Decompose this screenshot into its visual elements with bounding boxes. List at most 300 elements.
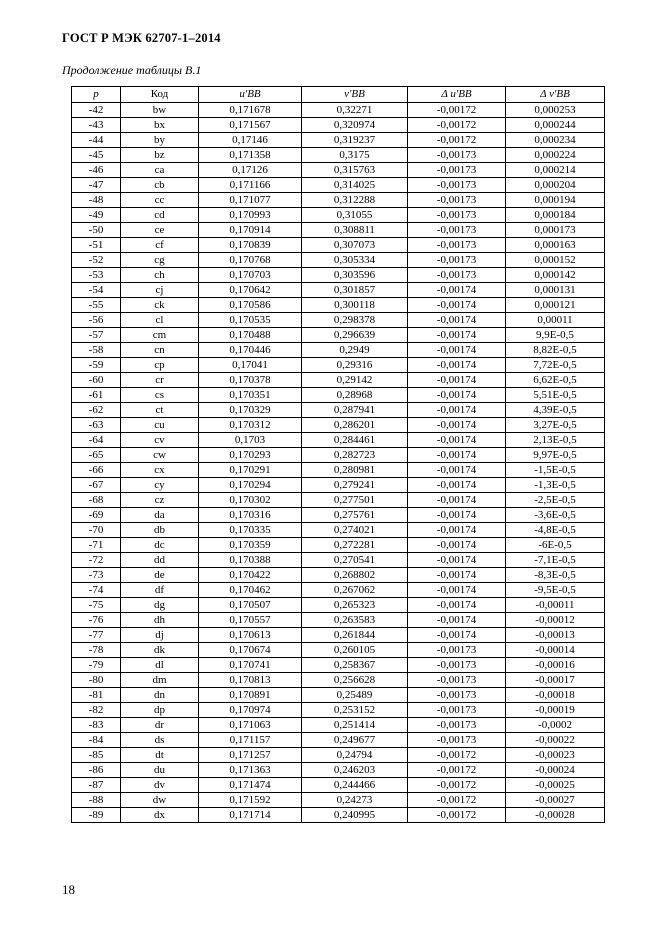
cell-u-bb: 0,170291 bbox=[199, 463, 302, 478]
cell-v-bb: 0,244466 bbox=[302, 778, 408, 793]
cell-v-bb: 0,277501 bbox=[302, 493, 408, 508]
cell-u-bb: 0,170613 bbox=[199, 628, 302, 643]
cell-p: -76 bbox=[72, 613, 121, 628]
cell-delta-u-bb: -0,00173 bbox=[408, 193, 506, 208]
cell-delta-v-bb: 3,27E-0,5 bbox=[506, 418, 605, 433]
cell-code: dl bbox=[121, 658, 199, 673]
cell-code: dr bbox=[121, 718, 199, 733]
table-row bbox=[72, 703, 605, 718]
cell-delta-u-bb: -0,00172 bbox=[408, 748, 506, 763]
table-row bbox=[72, 568, 605, 583]
cell-delta-u-bb: -0,00173 bbox=[408, 238, 506, 253]
cell-code: bw bbox=[121, 103, 199, 118]
cell-v-bb: 0,296639 bbox=[302, 328, 408, 343]
cell-delta-u-bb: -0,00172 bbox=[408, 763, 506, 778]
cell-v-bb: 0,272281 bbox=[302, 538, 408, 553]
cell-delta-v-bb: -7,1E-0,5 bbox=[506, 553, 605, 568]
cell-delta-v-bb: -0,00013 bbox=[506, 628, 605, 643]
table-row bbox=[72, 193, 605, 208]
cell-code: ch bbox=[121, 268, 199, 283]
cell-code: by bbox=[121, 133, 199, 148]
cell-p: -60 bbox=[72, 373, 121, 388]
cell-code: cw bbox=[121, 448, 199, 463]
cell-delta-u-bb: -0,00173 bbox=[408, 178, 506, 193]
cell-p: -88 bbox=[72, 793, 121, 808]
cell-v-bb: 0,249677 bbox=[302, 733, 408, 748]
table-row bbox=[72, 643, 605, 658]
table-row bbox=[72, 718, 605, 733]
table-row bbox=[72, 313, 605, 328]
cell-delta-u-bb: -0,00174 bbox=[408, 373, 506, 388]
cell-delta-v-bb: -2,5E-0,5 bbox=[506, 493, 605, 508]
cell-delta-u-bb: -0,00172 bbox=[408, 133, 506, 148]
cell-p: -70 bbox=[72, 523, 121, 538]
cell-u-bb: 0,171363 bbox=[199, 763, 302, 778]
cell-delta-v-bb: -0,00017 bbox=[506, 673, 605, 688]
col-header-u-bb: u'BB bbox=[199, 87, 302, 103]
cell-u-bb: 0,170839 bbox=[199, 238, 302, 253]
cell-p: -51 bbox=[72, 238, 121, 253]
cell-code: cl bbox=[121, 313, 199, 328]
cell-delta-v-bb: -0,00022 bbox=[506, 733, 605, 748]
cell-code: df bbox=[121, 583, 199, 598]
cell-p: -83 bbox=[72, 718, 121, 733]
cell-p: -45 bbox=[72, 148, 121, 163]
cell-p: -42 bbox=[72, 103, 121, 118]
cell-v-bb: 0,319237 bbox=[302, 133, 408, 148]
cell-delta-u-bb: -0,00173 bbox=[408, 658, 506, 673]
cell-p: -72 bbox=[72, 553, 121, 568]
cell-delta-v-bb: 0,000121 bbox=[506, 298, 605, 313]
cell-delta-v-bb: 2,13E-0,5 bbox=[506, 433, 605, 448]
cell-code: cx bbox=[121, 463, 199, 478]
cell-u-bb: 0,170302 bbox=[199, 493, 302, 508]
cell-code: dj bbox=[121, 628, 199, 643]
cell-u-bb: 0,170974 bbox=[199, 703, 302, 718]
cell-delta-u-bb: -0,00172 bbox=[408, 793, 506, 808]
cell-code: cc bbox=[121, 193, 199, 208]
cell-delta-v-bb: -0,00027 bbox=[506, 793, 605, 808]
cell-v-bb: 0,267062 bbox=[302, 583, 408, 598]
cell-p: -49 bbox=[72, 208, 121, 223]
cell-delta-v-bb: 9,97E-0,5 bbox=[506, 448, 605, 463]
cell-u-bb: 0,170891 bbox=[199, 688, 302, 703]
cell-p: -79 bbox=[72, 658, 121, 673]
cell-p: -54 bbox=[72, 283, 121, 298]
cell-u-bb: 0,170586 bbox=[199, 298, 302, 313]
cell-v-bb: 0,263583 bbox=[302, 613, 408, 628]
cell-delta-v-bb: 9,9E-0,5 bbox=[506, 328, 605, 343]
cell-p: -67 bbox=[72, 478, 121, 493]
cell-p: -80 bbox=[72, 673, 121, 688]
cell-delta-u-bb: -0,00174 bbox=[408, 343, 506, 358]
cell-v-bb: 0,312288 bbox=[302, 193, 408, 208]
cell-p: -50 bbox=[72, 223, 121, 238]
cell-delta-u-bb: -0,00173 bbox=[408, 163, 506, 178]
cell-v-bb: 0,251414 bbox=[302, 718, 408, 733]
table-row bbox=[72, 328, 605, 343]
cell-u-bb: 0,17126 bbox=[199, 163, 302, 178]
cell-v-bb: 0,260105 bbox=[302, 643, 408, 658]
cell-code: da bbox=[121, 508, 199, 523]
cell-delta-v-bb: 0,000194 bbox=[506, 193, 605, 208]
cell-delta-u-bb: -0,00174 bbox=[408, 298, 506, 313]
table-row bbox=[72, 373, 605, 388]
cell-v-bb: 0,300118 bbox=[302, 298, 408, 313]
cell-p: -73 bbox=[72, 568, 121, 583]
cell-v-bb: 0,305334 bbox=[302, 253, 408, 268]
cell-v-bb: 0,268802 bbox=[302, 568, 408, 583]
cell-v-bb: 0,280981 bbox=[302, 463, 408, 478]
cell-delta-u-bb: -0,00174 bbox=[408, 448, 506, 463]
cell-code: dp bbox=[121, 703, 199, 718]
cell-v-bb: 0,303596 bbox=[302, 268, 408, 283]
table-row bbox=[72, 433, 605, 448]
cell-code: ca bbox=[121, 163, 199, 178]
cell-delta-u-bb: -0,00174 bbox=[408, 283, 506, 298]
cell-code: cu bbox=[121, 418, 199, 433]
cell-code: dm bbox=[121, 673, 199, 688]
cell-v-bb: 0,308811 bbox=[302, 223, 408, 238]
cell-v-bb: 0,274021 bbox=[302, 523, 408, 538]
cell-delta-u-bb: -0,00172 bbox=[408, 808, 506, 823]
cell-code: bz bbox=[121, 148, 199, 163]
cell-p: -84 bbox=[72, 733, 121, 748]
cell-delta-u-bb: -0,00174 bbox=[408, 493, 506, 508]
cell-p: -86 bbox=[72, 763, 121, 778]
cell-p: -44 bbox=[72, 133, 121, 148]
cell-delta-u-bb: -0,00172 bbox=[408, 778, 506, 793]
data-table bbox=[71, 86, 605, 823]
cell-p: -71 bbox=[72, 538, 121, 553]
cell-v-bb: 0,270541 bbox=[302, 553, 408, 568]
cell-delta-u-bb: -0,00174 bbox=[408, 538, 506, 553]
cell-code: dn bbox=[121, 688, 199, 703]
cell-u-bb: 0,171257 bbox=[199, 748, 302, 763]
cell-delta-u-bb: -0,00173 bbox=[408, 208, 506, 223]
cell-p: -68 bbox=[72, 493, 121, 508]
cell-delta-u-bb: -0,00174 bbox=[408, 568, 506, 583]
cell-p: -62 bbox=[72, 403, 121, 418]
table-row bbox=[72, 403, 605, 418]
table-row bbox=[72, 418, 605, 433]
cell-code: ck bbox=[121, 298, 199, 313]
cell-v-bb: 0,29142 bbox=[302, 373, 408, 388]
cell-p: -47 bbox=[72, 178, 121, 193]
table-row bbox=[72, 748, 605, 763]
table-row bbox=[72, 808, 605, 823]
cell-p: -61 bbox=[72, 388, 121, 403]
cell-code: dt bbox=[121, 748, 199, 763]
table-row bbox=[72, 658, 605, 673]
cell-code: cj bbox=[121, 283, 199, 298]
cell-delta-v-bb: 0,000173 bbox=[506, 223, 605, 238]
cell-p: -78 bbox=[72, 643, 121, 658]
cell-code: cv bbox=[121, 433, 199, 448]
table-row bbox=[72, 148, 605, 163]
cell-delta-u-bb: -0,00174 bbox=[408, 583, 506, 598]
cell-code: dh bbox=[121, 613, 199, 628]
table-row bbox=[72, 493, 605, 508]
cell-code: cn bbox=[121, 343, 199, 358]
cell-delta-u-bb: -0,00174 bbox=[408, 478, 506, 493]
cell-u-bb: 0,170294 bbox=[199, 478, 302, 493]
cell-p: -53 bbox=[72, 268, 121, 283]
cell-v-bb: 0,24794 bbox=[302, 748, 408, 763]
cell-delta-v-bb: 5,51E-0,5 bbox=[506, 388, 605, 403]
cell-delta-v-bb: -0,00025 bbox=[506, 778, 605, 793]
cell-delta-v-bb: -0,0002 bbox=[506, 718, 605, 733]
cell-delta-u-bb: -0,00173 bbox=[408, 673, 506, 688]
cell-u-bb: 0,170914 bbox=[199, 223, 302, 238]
table-row bbox=[72, 298, 605, 313]
cell-v-bb: 0,282723 bbox=[302, 448, 408, 463]
cell-code: dx bbox=[121, 808, 199, 823]
cell-delta-v-bb: 7,72E-0,5 bbox=[506, 358, 605, 373]
cell-code: cf bbox=[121, 238, 199, 253]
cell-p: -59 bbox=[72, 358, 121, 373]
cell-v-bb: 0,265323 bbox=[302, 598, 408, 613]
cell-v-bb: 0,298378 bbox=[302, 313, 408, 328]
cell-code: de bbox=[121, 568, 199, 583]
cell-delta-v-bb: -6E-0,5 bbox=[506, 538, 605, 553]
cell-u-bb: 0,17146 bbox=[199, 133, 302, 148]
cell-u-bb: 0,170535 bbox=[199, 313, 302, 328]
table-row bbox=[72, 523, 605, 538]
cell-delta-v-bb: 0,000253 bbox=[506, 103, 605, 118]
table-row bbox=[72, 478, 605, 493]
cell-delta-u-bb: -0,00174 bbox=[408, 433, 506, 448]
cell-u-bb: 0,170293 bbox=[199, 448, 302, 463]
cell-p: -82 bbox=[72, 703, 121, 718]
cell-delta-u-bb: -0,00174 bbox=[408, 523, 506, 538]
table-row bbox=[72, 178, 605, 193]
table-row bbox=[72, 448, 605, 463]
cell-delta-v-bb: 6,62E-0,5 bbox=[506, 373, 605, 388]
cell-code: dv bbox=[121, 778, 199, 793]
cell-code: dc bbox=[121, 538, 199, 553]
cell-u-bb: 0,171157 bbox=[199, 733, 302, 748]
cell-v-bb: 0,279241 bbox=[302, 478, 408, 493]
cell-u-bb: 0,171592 bbox=[199, 793, 302, 808]
cell-code: ds bbox=[121, 733, 199, 748]
cell-u-bb: 0,17041 bbox=[199, 358, 302, 373]
table-row bbox=[72, 613, 605, 628]
cell-code: cr bbox=[121, 373, 199, 388]
cell-u-bb: 0,170316 bbox=[199, 508, 302, 523]
cell-delta-v-bb: -0,00023 bbox=[506, 748, 605, 763]
cell-code: ce bbox=[121, 223, 199, 238]
cell-u-bb: 0,170507 bbox=[199, 598, 302, 613]
table-row bbox=[72, 778, 605, 793]
cell-v-bb: 0,284461 bbox=[302, 433, 408, 448]
cell-p: -48 bbox=[72, 193, 121, 208]
cell-code: ct bbox=[121, 403, 199, 418]
table-row bbox=[72, 283, 605, 298]
cell-u-bb: 0,170488 bbox=[199, 328, 302, 343]
cell-delta-u-bb: -0,00174 bbox=[408, 598, 506, 613]
cell-v-bb: 0,286201 bbox=[302, 418, 408, 433]
cell-delta-v-bb: -3,6E-0,5 bbox=[506, 508, 605, 523]
cell-delta-v-bb: 0,000244 bbox=[506, 118, 605, 133]
cell-u-bb: 0,170351 bbox=[199, 388, 302, 403]
cell-u-bb: 0,171166 bbox=[199, 178, 302, 193]
table-row bbox=[72, 343, 605, 358]
cell-delta-u-bb: -0,00174 bbox=[408, 628, 506, 643]
cell-p: -69 bbox=[72, 508, 121, 523]
table-caption: Продолжение таблицы В.1 bbox=[62, 63, 202, 77]
cell-v-bb: 0,320974 bbox=[302, 118, 408, 133]
table-row bbox=[72, 793, 605, 808]
cell-code: bx bbox=[121, 118, 199, 133]
cell-code: cy bbox=[121, 478, 199, 493]
cell-v-bb: 0,2949 bbox=[302, 343, 408, 358]
cell-delta-u-bb: -0,00174 bbox=[408, 508, 506, 523]
cell-p: -43 bbox=[72, 118, 121, 133]
cell-p: -77 bbox=[72, 628, 121, 643]
cell-p: -55 bbox=[72, 298, 121, 313]
cell-code: db bbox=[121, 523, 199, 538]
cell-delta-v-bb: 0,000142 bbox=[506, 268, 605, 283]
cell-u-bb: 0,170557 bbox=[199, 613, 302, 628]
cell-delta-v-bb: -0,00028 bbox=[506, 808, 605, 823]
table-row bbox=[72, 688, 605, 703]
table-row bbox=[72, 208, 605, 223]
cell-p: -89 bbox=[72, 808, 121, 823]
cell-v-bb: 0,307073 bbox=[302, 238, 408, 253]
table-body bbox=[72, 103, 605, 823]
table-row bbox=[72, 133, 605, 148]
cell-delta-v-bb: 0,000131 bbox=[506, 283, 605, 298]
cell-v-bb: 0,32271 bbox=[302, 103, 408, 118]
cell-delta-v-bb: 8,82E-0,5 bbox=[506, 343, 605, 358]
cell-p: -57 bbox=[72, 328, 121, 343]
table-row bbox=[72, 463, 605, 478]
cell-delta-u-bb: -0,00174 bbox=[408, 358, 506, 373]
cell-delta-v-bb: 4,39E-0,5 bbox=[506, 403, 605, 418]
cell-delta-u-bb: -0,00174 bbox=[408, 418, 506, 433]
cell-u-bb: 0,171077 bbox=[199, 193, 302, 208]
cell-code: cs bbox=[121, 388, 199, 403]
cell-v-bb: 0,315763 bbox=[302, 163, 408, 178]
cell-delta-u-bb: -0,00173 bbox=[408, 688, 506, 703]
col-header-p: p bbox=[72, 87, 121, 103]
table-row bbox=[72, 253, 605, 268]
cell-p: -65 bbox=[72, 448, 121, 463]
cell-delta-v-bb: -0,00019 bbox=[506, 703, 605, 718]
cell-delta-u-bb: -0,00172 bbox=[408, 118, 506, 133]
cell-u-bb: 0,171474 bbox=[199, 778, 302, 793]
cell-delta-u-bb: -0,00173 bbox=[408, 703, 506, 718]
table-row bbox=[72, 223, 605, 238]
cell-delta-u-bb: -0,00174 bbox=[408, 328, 506, 343]
cell-delta-v-bb: 0,000152 bbox=[506, 253, 605, 268]
cell-delta-u-bb: -0,00173 bbox=[408, 268, 506, 283]
cell-delta-u-bb: -0,00174 bbox=[408, 613, 506, 628]
table-row bbox=[72, 388, 605, 403]
cell-v-bb: 0,275761 bbox=[302, 508, 408, 523]
cell-code: dg bbox=[121, 598, 199, 613]
cell-delta-u-bb: -0,00174 bbox=[408, 553, 506, 568]
cell-v-bb: 0,261844 bbox=[302, 628, 408, 643]
cell-u-bb: 0,171678 bbox=[199, 103, 302, 118]
col-header-v-bb: v'BB bbox=[302, 87, 408, 103]
table-row bbox=[72, 553, 605, 568]
cell-p: -63 bbox=[72, 418, 121, 433]
table-row bbox=[72, 163, 605, 178]
table-row bbox=[72, 118, 605, 133]
cell-v-bb: 0,256628 bbox=[302, 673, 408, 688]
cell-delta-v-bb: -8,3E-0,5 bbox=[506, 568, 605, 583]
cell-delta-v-bb: 0,000214 bbox=[506, 163, 605, 178]
cell-v-bb: 0,314025 bbox=[302, 178, 408, 193]
cell-delta-u-bb: -0,00174 bbox=[408, 388, 506, 403]
table-row bbox=[72, 673, 605, 688]
cell-u-bb: 0,170388 bbox=[199, 553, 302, 568]
cell-delta-u-bb: -0,00173 bbox=[408, 733, 506, 748]
cell-p: -85 bbox=[72, 748, 121, 763]
cell-v-bb: 0,25489 bbox=[302, 688, 408, 703]
table-row bbox=[72, 763, 605, 778]
cell-delta-v-bb: 0,000163 bbox=[506, 238, 605, 253]
cell-u-bb: 0,171567 bbox=[199, 118, 302, 133]
cell-code: cb bbox=[121, 178, 199, 193]
cell-v-bb: 0,246203 bbox=[302, 763, 408, 778]
cell-delta-v-bb: -0,00024 bbox=[506, 763, 605, 778]
cell-code: cz bbox=[121, 493, 199, 508]
cell-u-bb: 0,170642 bbox=[199, 283, 302, 298]
cell-u-bb: 0,170813 bbox=[199, 673, 302, 688]
cell-delta-u-bb: -0,00174 bbox=[408, 463, 506, 478]
cell-v-bb: 0,240995 bbox=[302, 808, 408, 823]
cell-delta-v-bb: 0,000204 bbox=[506, 178, 605, 193]
cell-u-bb: 0,171358 bbox=[199, 148, 302, 163]
cell-delta-u-bb: -0,00174 bbox=[408, 313, 506, 328]
cell-delta-v-bb: -0,00011 bbox=[506, 598, 605, 613]
cell-p: -56 bbox=[72, 313, 121, 328]
cell-delta-u-bb: -0,00173 bbox=[408, 718, 506, 733]
table-row bbox=[72, 538, 605, 553]
cell-code: cp bbox=[121, 358, 199, 373]
cell-u-bb: 0,171063 bbox=[199, 718, 302, 733]
table-row bbox=[72, 598, 605, 613]
cell-p: -58 bbox=[72, 343, 121, 358]
cell-p: -81 bbox=[72, 688, 121, 703]
cell-v-bb: 0,24273 bbox=[302, 793, 408, 808]
cell-v-bb: 0,3175 bbox=[302, 148, 408, 163]
table-row bbox=[72, 103, 605, 118]
col-header-code: Код bbox=[121, 87, 199, 103]
cell-p: -52 bbox=[72, 253, 121, 268]
cell-delta-v-bb: -0,00012 bbox=[506, 613, 605, 628]
table-row bbox=[72, 733, 605, 748]
cell-u-bb: 0,1703 bbox=[199, 433, 302, 448]
cell-v-bb: 0,258367 bbox=[302, 658, 408, 673]
cell-delta-u-bb: -0,00173 bbox=[408, 148, 506, 163]
cell-u-bb: 0,171714 bbox=[199, 808, 302, 823]
table-header-row bbox=[72, 87, 605, 103]
cell-delta-v-bb: -4,8E-0,5 bbox=[506, 523, 605, 538]
cell-v-bb: 0,29316 bbox=[302, 358, 408, 373]
cell-delta-u-bb: -0,00174 bbox=[408, 403, 506, 418]
cell-code: dw bbox=[121, 793, 199, 808]
cell-delta-v-bb: 0,00011 bbox=[506, 313, 605, 328]
cell-code: cm bbox=[121, 328, 199, 343]
cell-u-bb: 0,170768 bbox=[199, 253, 302, 268]
cell-delta-u-bb: -0,00172 bbox=[408, 103, 506, 118]
cell-u-bb: 0,170312 bbox=[199, 418, 302, 433]
cell-delta-v-bb: 0,000234 bbox=[506, 133, 605, 148]
